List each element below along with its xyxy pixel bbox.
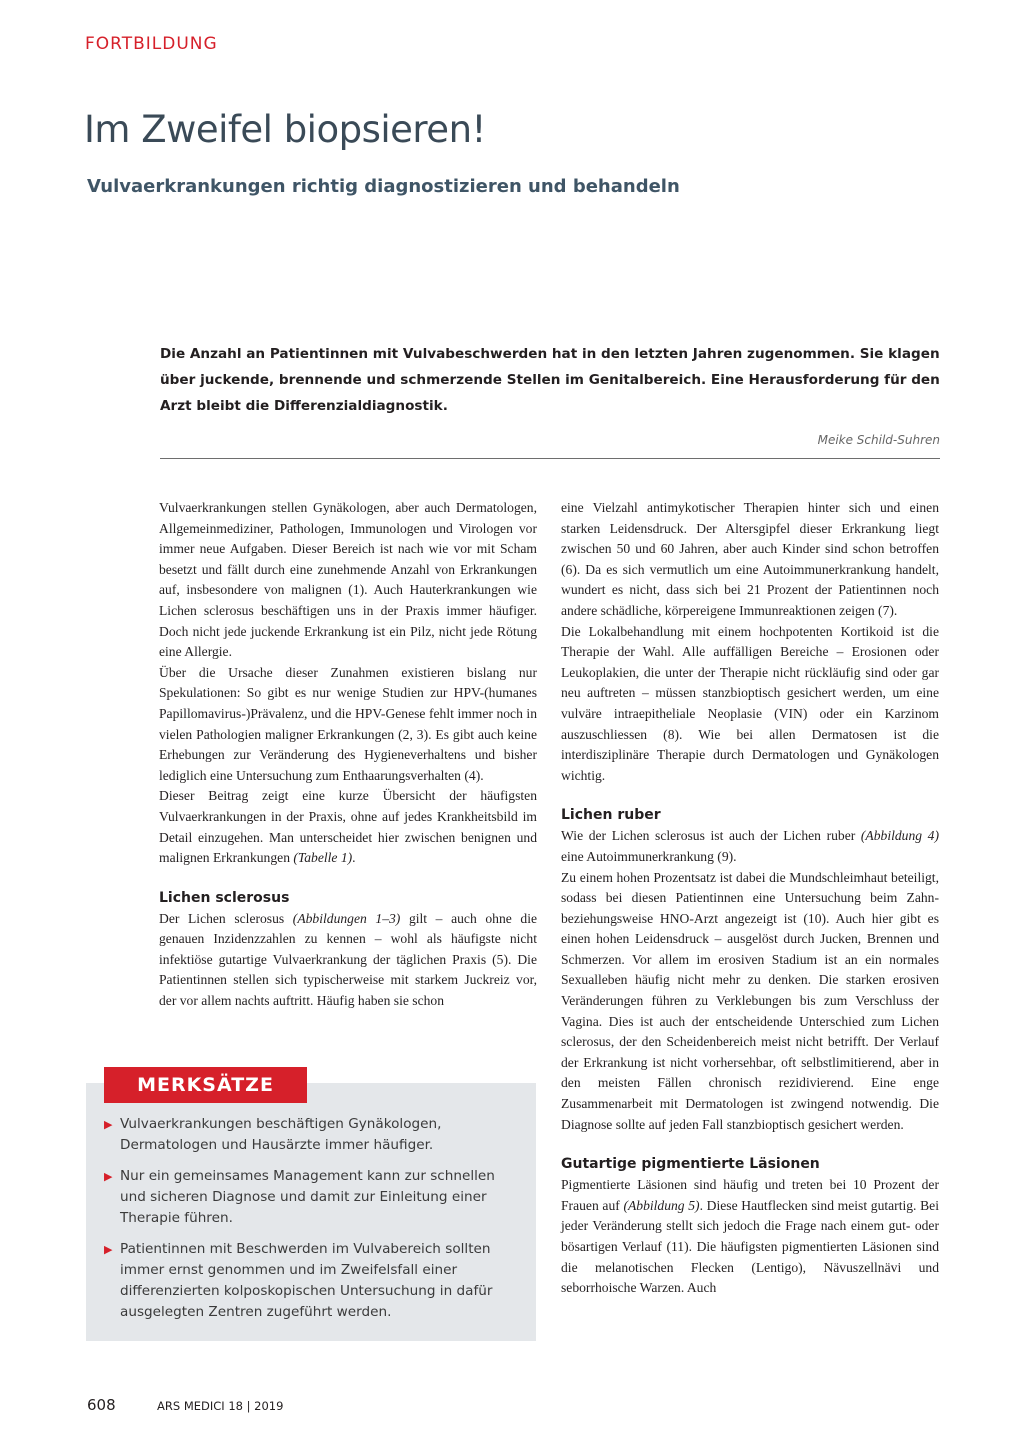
page-number: 608 — [87, 1396, 116, 1414]
text-run: . — [352, 850, 356, 866]
lead-paragraph: Die Anzahl an Patientinnen mit Vulvabeschwerden hat in den letzten Jahren zugenommen. Sie klagen über juckende, brennende und schmerzende Stellen im Genitalbereich. Eine Herausforderung für den Arzt bleibt die Differenzialdiagnostik. — [160, 346, 940, 414]
body-paragraph — [159, 786, 537, 868]
merksatz-item — [104, 1239, 524, 1323]
text-run: Der Lichen sclerosus — [159, 910, 293, 926]
heading-lichen-sclerosus: Lichen sclerosus — [159, 889, 290, 906]
text-run: . Diese Hautflecken sind meist gutartig. Bei jeder Veränderung stellt sich jedoch die Frage nach einem gut- oder bösartigen Verlauf (11). Die häufigsten pigmentierten Läsionen sind die melanotischen Flecken (Lentigo), Nävuszellnävi und seborrhoische Warzen. Auch — [561, 1197, 939, 1296]
body-paragraph: eine Vielzahl antimykotischer Therapien hinter sich und einen starken Leidensdruck. Der Altersgipfel dieser Erkrankung liegt zwischen 50 und 60 Jahren, aber auch Kinder sind schon betroffen (6). Da es sich vermutlich um eine Autoimmunerkrankung handelt, wundert es nicht, dass sich bei 21 Prozent der Patientinnen noch andere schädliche, körpereigene Immunreaktionen zeigen (7). — [561, 500, 939, 618]
table-reference: (Tabelle 1) — [293, 850, 353, 866]
triangle-bullet-icon: ▶ — [104, 1243, 113, 1256]
text-run: eine Autoimmunerkrankung (9). — [561, 848, 737, 864]
author-name: Meike Schild-Suhren — [817, 433, 940, 447]
heading-lichen-ruber: Lichen ruber — [561, 807, 661, 824]
triangle-bullet-icon: ▶ — [104, 1118, 113, 1131]
right-column — [561, 498, 939, 1299]
merksatz-item — [104, 1114, 524, 1156]
merksatz-text: Patientinnen mit Beschwerden im Vulvabereich sollten immer ernst genommen und im Zweifelsfall einer differenzierten kolposkopischen Untersuchung in dafür ausgelegten Zentren zugeführt werden. — [120, 1241, 493, 1320]
section-label: FORTBILDUNG — [85, 34, 218, 54]
merksatz-text: Vulvaerkrankungen beschäftigen Gynäkologen, Dermatologen und Hausärzte immer häufiger. — [120, 1116, 442, 1153]
body-paragraph: Die Lokalbehandlung mit einem hochpotenten Kortikoid ist die Therapie der Wahl. Alle auffälligen Bereiche – Erosionen oder Leukoplakien, die unter der Therapie nicht rückläufig sind oder gar neu auftreten – müssen stanzbioptisch gesichert werden, um eine vulväre intraepitheliale Neoplasie (VIN) oder ein Karzinom auszuschliessen (8). Wie bei allen Dermatosen ist die interdisziplinäre Therapie durch Dermatologen und Gynäkologen wichtig. — [561, 623, 939, 783]
text-run: Wie der Lichen sclerosus ist auch der Lichen ruber — [561, 828, 861, 844]
merksatz-item — [104, 1166, 524, 1229]
left-column — [159, 498, 537, 1012]
triangle-bullet-icon: ▶ — [104, 1170, 113, 1183]
body-paragraph: Vulvaerkrankungen stellen Gynäkologen, aber auch Dermatologen, Allgemeinmediziner, Pathologen, Immunologen und Virologen vor immer neue Aufgaben. Dieser Bereich ist nach wie vor mit Scham besetzt und fällt durch eine zunehmende Anzahl von Erkrankungen auf, insbesondere von malignen (1). Auch Hauterkrankungen wie Lichen sclerosus beschäftigen uns in der Praxis immer häufiger. Doch nicht jede juckende Erkrankung ist ein Pilz, nicht jede Rötung eine Allergie. — [159, 500, 537, 660]
heading-pigmented-lesions: Gutartige pigmentierte Läsionen — [561, 1156, 820, 1173]
journal-issue: ARS MEDICI 18 | 2019 — [157, 1399, 284, 1413]
body-paragraph: Über die Ursache dieser Zunahmen existieren bislang nur Spekulationen: So gibt es nur wenige Studien zur HPV-(humanes Papillomavirus-)Prävalenz, und die HPV-Genese fehlt immer noch in vielen Pathologien maligner Erkrankungen (2, 3). Es gibt auch keine Erhebungen zur Veränderung des Hygieneverhaltens und bisher lediglich eine Untersuchung zum Enthaarungsverhalten (4). — [159, 664, 537, 783]
article-title: Im Zweifel biopsieren! — [84, 108, 486, 151]
body-paragraph: Zu einem hohen Prozentsatz ist dabei die Mundschleimhaut beteiligt, sodass bei diesen Patientinnen eine Untersuchung beim Zahn- beziehungsweise HNO-Arzt angezeigt ist (10). Auch hier gibt es einen hohen Leidensdruck – ausgelöst durch Jucken, Brennen und Schmerzen. Vor allem im erosiven Stadium ist an ein normales Sexualleben häufig nicht mehr zu denken. Die starken erosiven Veränderungen führen zu Verklebungen bis zum Verschluss der Vagina. Dies ist auch der entscheidende Unterschied zum Lichen sclerosus, der den Scheidenbereich meist nicht betrifft. Der Verlauf der Erkrankung ist nicht vorhersehbar, oft selbstlimitierend, aber in den meisten Fällen chronisch rezidivierend. Eine enge Zusammenarbeit mit Dermatologen ist zwingend notwendig. Die Diagnose sollte auf jeden Fall stanzbioptisch gesichert werden. — [561, 869, 939, 1132]
body-paragraph — [159, 909, 537, 1012]
text-run: Dieser Beitrag zeigt eine kurze Übersicht der häufigsten Vulvaerkrankungen in der Praxis, ohne auf jedes Krankheitsbild im Detail einzugehen. Man unterscheidet hier zwischen benignen und malignen Erkrankungen — [159, 788, 537, 866]
merksaetze-title: MERKSÄTZE — [104, 1067, 307, 1103]
text-run: Pigmentierte Läsionen sind häufig und treten bei 10 Prozent der Frauen auf — [561, 1177, 939, 1213]
lead-divider — [160, 458, 940, 459]
merksaetze-list — [104, 1114, 524, 1333]
body-paragraph — [561, 1175, 939, 1299]
text-run: gilt – auch ohne die genauen Inzidenzzahlen zu kennen – wohl als häufigste nicht infektiöse gutartige Vulvaerkrankung der täglichen Praxis (5). Die Patientinnen stellen sich typischerweise mit starkem Juckreiz vor, der vor allem nachts auftritt. Häufig haben sie schon — [159, 910, 538, 1009]
figure-reference: (Abbildung 5) — [623, 1197, 700, 1213]
article-subtitle: Vulvaerkrankungen richtig diagnostizieren und behandeln — [87, 176, 680, 197]
figure-reference: (Abbildungen 1–3) — [292, 910, 401, 926]
merksatz-text: Nur ein gemeinsames Management kann zur schnellen und sicheren Diagnose und damit zur Einleitung einer Therapie führen. — [120, 1168, 495, 1226]
body-paragraph — [561, 826, 939, 867]
figure-reference: (Abbildung 4) — [860, 828, 939, 844]
